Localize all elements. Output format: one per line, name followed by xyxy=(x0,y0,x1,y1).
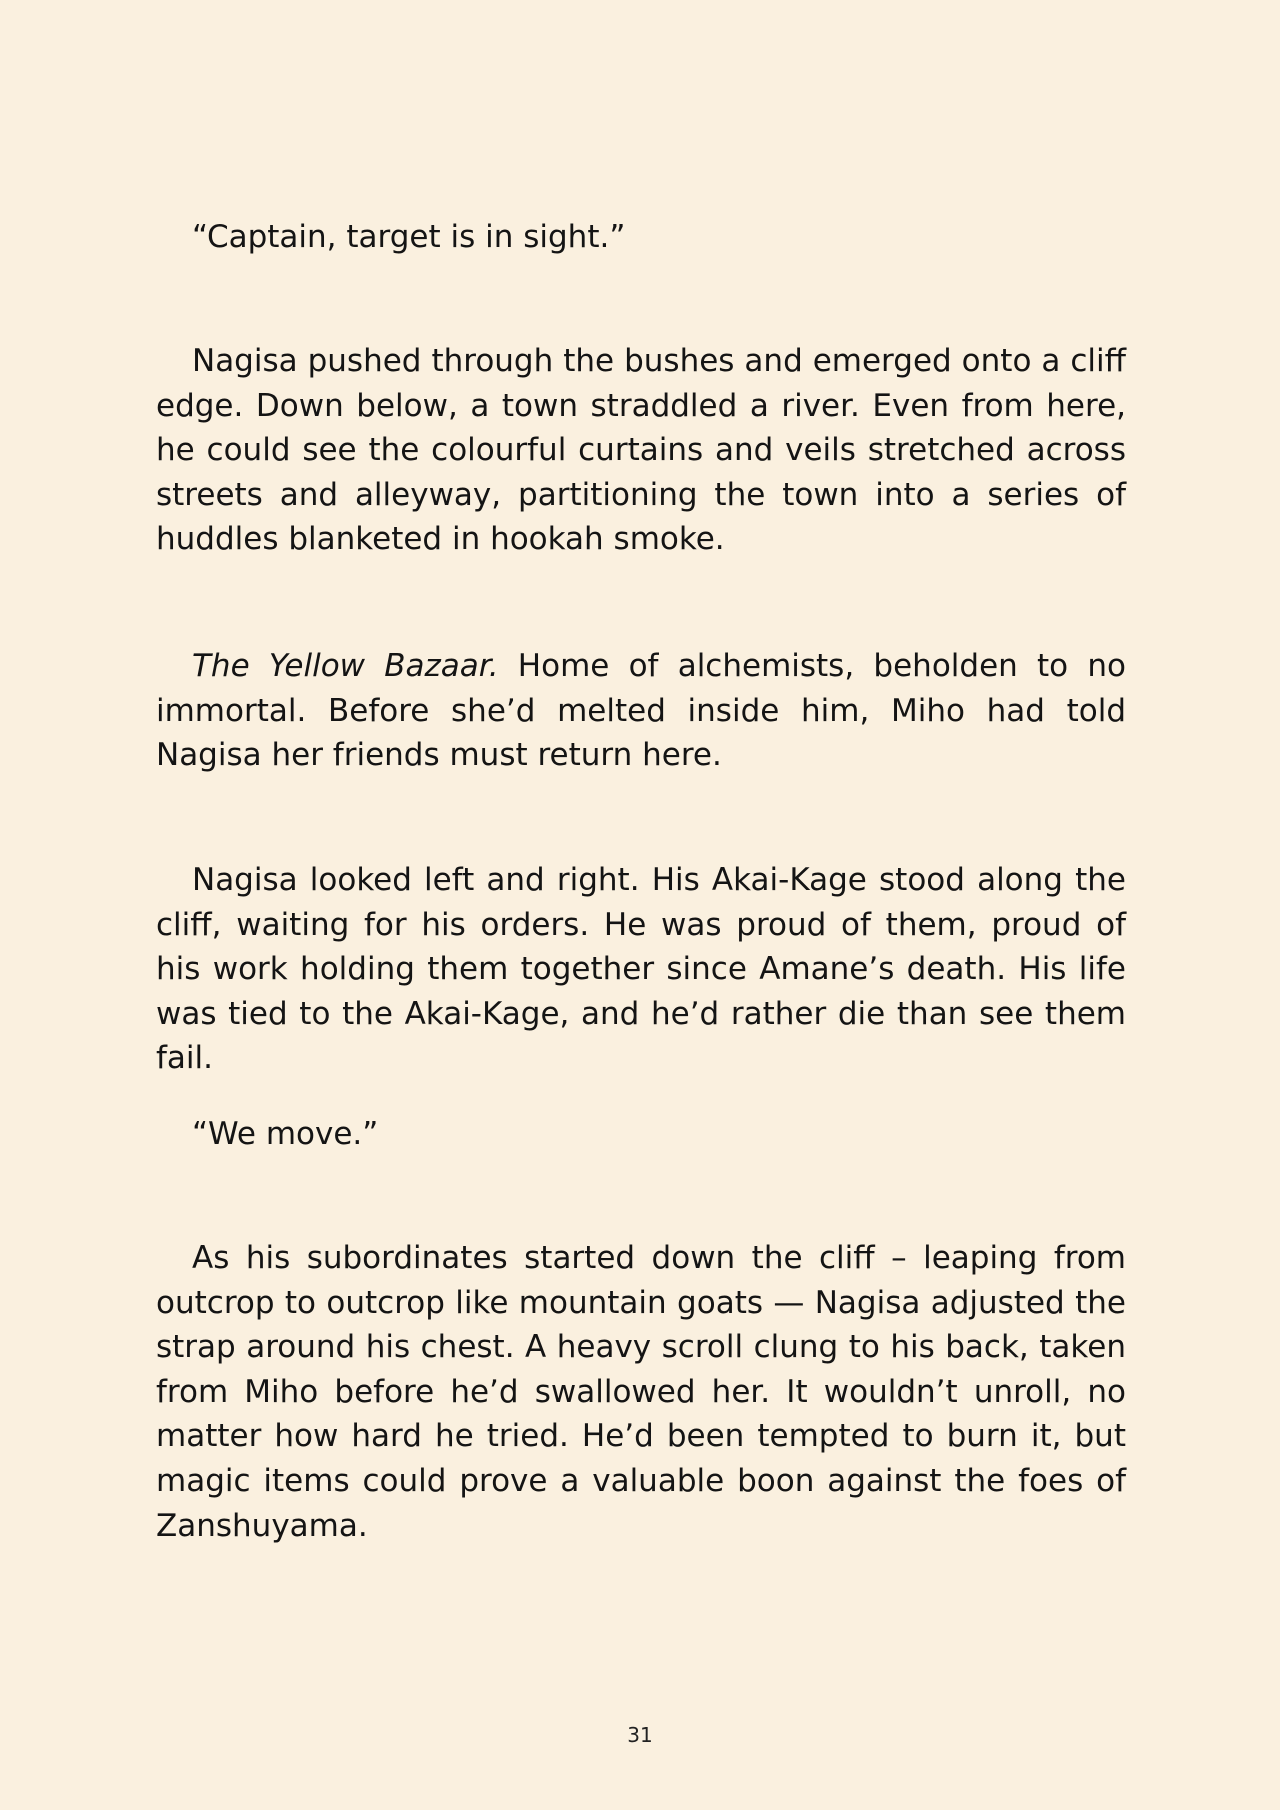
paragraph-text: Nagisa looked left and right. His Akai-Kage stood along the cliff, waiting for his orders. He was proud of them, proud of his work holding them together since Amane’s death. His life was tied to the Akai-Kage, and he’d rather die than see them fail. xyxy=(156,862,1126,1077)
narrative-paragraph xyxy=(156,1236,1126,1548)
paragraph-text: “We move.” xyxy=(192,1116,379,1152)
narrative-paragraph xyxy=(156,644,1126,778)
dialogue-paragraph xyxy=(156,215,1126,260)
paragraph-text: Home of alchemists, beholden to no immortal. Before she’d melted inside him, Miho had told Nagisa her friends must return here. xyxy=(156,648,1127,774)
italic-place-name: The Yellow Bazaar. xyxy=(192,648,499,684)
dialogue-paragraph xyxy=(156,1112,1126,1157)
paragraph-text: As his subordinates started down the cliff – leaping from outcrop to outcrop like mountain goats — Nagisa adjusted the strap around his chest. A heavy scroll clung to his back, taken from Miho before he’d swallowed her. It wouldn’t unroll, no matter how hard he tried. He’d been tempted to burn it, but magic items could prove a valuable boon against the foes of Zanshuyama. xyxy=(156,1240,1126,1544)
page-number: 31 xyxy=(627,1723,653,1747)
narrative-paragraph xyxy=(156,339,1126,562)
narrative-paragraph xyxy=(156,858,1126,1081)
paragraph-text: “Captain, target is in sight.” xyxy=(192,219,626,255)
paragraph-text: Nagisa pushed through the bushes and emerged onto a cliff edge. Down below, a town straddled a river. Even from here, he could see the colourful curtains and veils stretched across streets and alleyway, partitioning the town into a series of huddles blanketed in hookah smoke. xyxy=(156,343,1126,558)
